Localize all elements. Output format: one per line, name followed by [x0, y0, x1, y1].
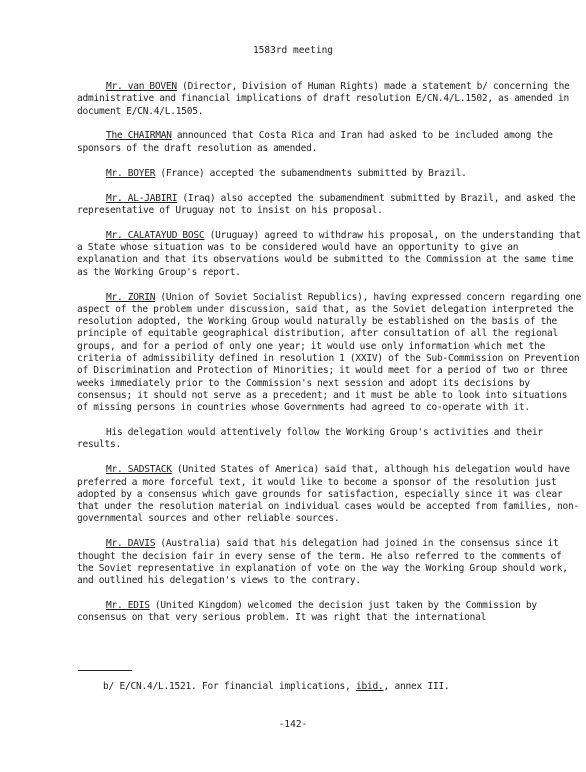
paragraph-text: (France) accepted the subamendments submitted by Brazil.: [155, 167, 467, 179]
footnote-ref: ibid.: [355, 681, 384, 692]
footnote-text: E/CN.4/L.1521. For financial implications,: [114, 681, 356, 692]
paragraph: [77, 600, 582, 625]
speaker-name: Mr. DAVIS: [106, 538, 156, 550]
speaker-name: Mr. AL-JABIRI: [106, 192, 178, 204]
meeting-heading: 1583rd meeting: [252, 45, 334, 56]
footnote-divider: [78, 670, 132, 671]
paragraph-text: (Director, Division of Human Rights) made a statement b/ concerning the administrative and financial implications of draft resolution E/CN.4/L.1502, as amended in document E/CN.4/L.1505.: [77, 81, 570, 117]
footnote-marker: b/: [103, 681, 114, 692]
speaker-name: Mr. van BOVEN: [106, 81, 177, 92]
speaker-name: Mr. ZORIN: [106, 291, 156, 303]
paragraph: [77, 538, 582, 587]
paragraph: [77, 292, 582, 415]
footnote-text-end: , annex III.: [383, 681, 450, 692]
footnote: [103, 681, 543, 693]
paragraph: [77, 427, 582, 452]
paragraph-text: (United Kingdom) welcomed the decision just taken by the Commission by consensus on that very serious problem. It was right that the international: [77, 600, 537, 624]
paragraph-text: (Australia) said that his delegation had joined in the consensus since it thought the decision fair in every sense of the term. He also referred to the comments of the Soviet representative in explanation of vote on the way the Working Group should work, and outlined his delegation's views to the contrary.: [77, 538, 568, 587]
speaker-name: Mr. CALATAYUD BOSC: [106, 229, 205, 241]
speaker-name: Mr. EDIS: [106, 600, 150, 612]
speaker-name: Mr. BOYER: [106, 167, 156, 179]
paragraph-text: (Union of Soviet Socialist Republics), having expressed concern regarding one aspect of the problem under discussion, said that, as the Soviet delegation interpreted the resolution adopted, the Working Group would naturally be established on the basis of the principle of equitable geographical distribution, after consultation of all the regional groups, and for a period of only one year; it would use only information which met the criteria of admissibility defined in resolution 1 (XXIV) of the Sub-Commission on Prevention of Discrimination and Protection of Minorities; it would meet for a period of two or three weeks immediately prior to the Commission's next session and adopt its decisions by consensus; it should not serve as a precedent; and it must be able to look into situations of missing persons in countries whose Governments had agreed to co-operate with it.: [77, 291, 582, 414]
paragraph-text: (Uruguay) agreed to withdraw his proposal, on the understanding that a State whose situation was to be considered would have an opportunity to give an explanation and that its observations would be submitted to the Commission at the same time as the Working Group's report.: [77, 229, 581, 278]
paragraph: [77, 168, 582, 180]
paragraph: [77, 464, 582, 525]
speaker-name: The CHAIRMAN: [106, 130, 172, 142]
paragraph: [77, 130, 582, 155]
paragraph-text: (United States of America) said that, although his delegation would have preferred a more forceful text, it would like to become a sponsor of the resolution just adopted by a consensus which gave grounds for satisfaction, especially since it was clear that under the resolution material on individual cases would be accepted from families, non-governmental sources and other reliable sources.: [77, 464, 580, 525]
speaker-name: Mr. SADSTACK: [106, 464, 172, 476]
paragraph-text: (Iraq) also accepted the subamendment submitted by Brazil, and asked the representative of Uruguay not to insist on his proposal.: [77, 192, 576, 216]
paragraph: [77, 230, 582, 279]
page-number: -142-: [278, 719, 308, 730]
paragraph: [77, 81, 582, 118]
paragraph-text: announced that Costa Rica and Iran had asked to be included among the sponsors of the draft resolution as amended.: [77, 130, 553, 154]
body-text: [77, 81, 582, 637]
paragraph-text: His delegation would attentively follow the Working Group's activities and their results.: [77, 427, 543, 451]
paragraph: [77, 193, 582, 218]
